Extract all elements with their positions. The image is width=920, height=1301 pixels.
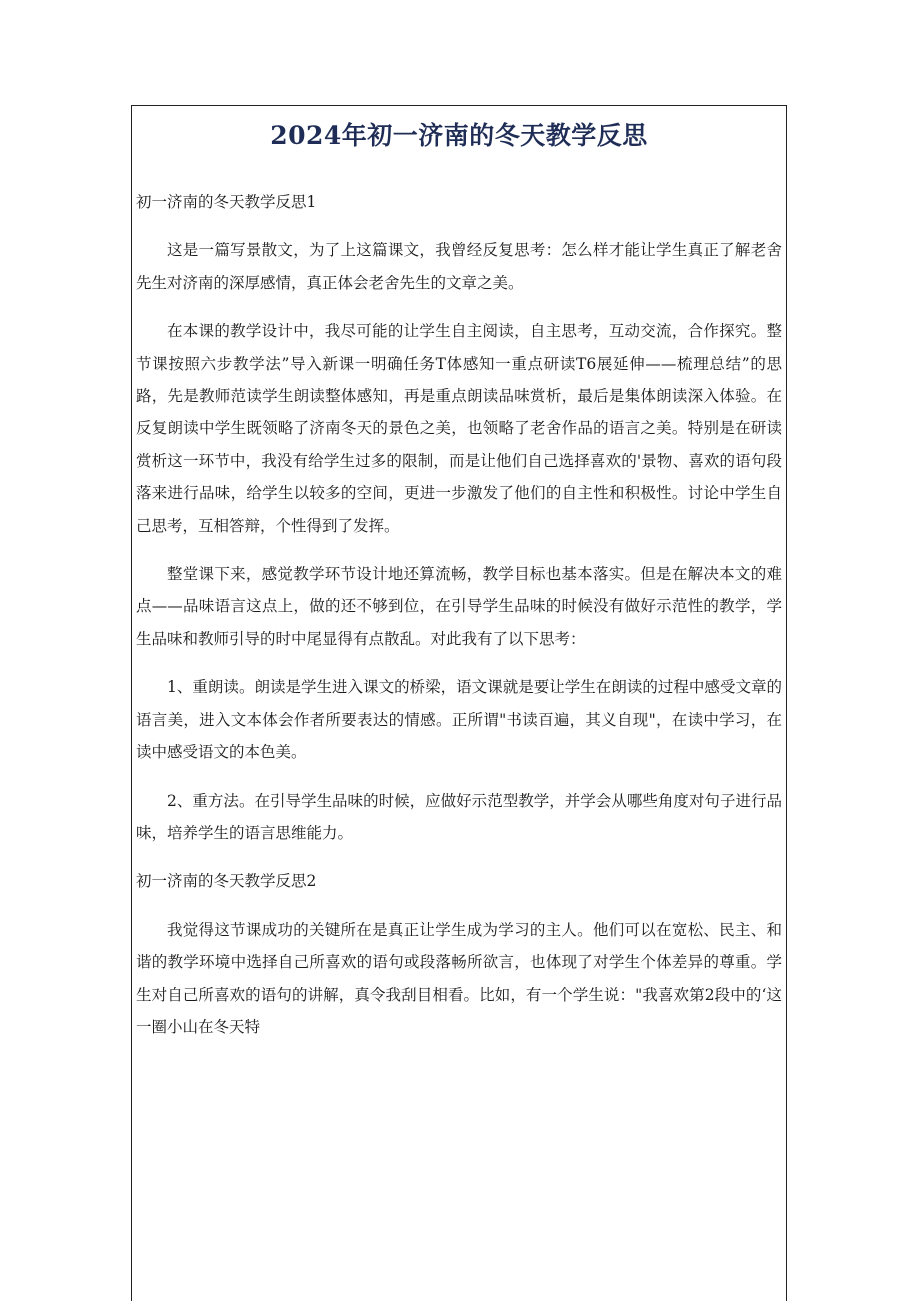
paragraph: 在本课的教学设计中，我尽可能的让学生自主阅读，自主思考，互动交流，合作探究。整节课按照六步教学法”导入新课一明确任务T体感知一重点研读T6展延伸——梳理总结”的思路，先是教师范读学生朗读整体感知，再是重点朗读品味赏析，最后是集体朗读深入体验。在反复朗读中学生既领略了济南冬天的景色之美，也领略了老舍作品的语言之美。特别是在研读赏析这一环节中，我没有给学生过多的限制，而是让他们自己选择喜欢的'景物、喜欢的语句段落来进行品味，给学生以较多的空间，更进一步激发了他们的自主性和积极性。讨论中学生自己思考，互相答辩，个性得到了发挥。 bbox=[136, 322, 782, 535]
paragraph: 这是一篇写景散文，为了上这篇课文，我曾经反复思考：怎么样才能让学生真正了解老舍先生对济南的深厚感情，真正体会老舍先生的文章之美。 bbox=[136, 241, 782, 292]
document-title: 2024年初一济南的冬天教学反思 bbox=[270, 121, 648, 150]
section-heading-2: 初一济南的冬天教学反思2 bbox=[136, 872, 317, 891]
document-body bbox=[136, 186, 782, 1059]
paragraph: 我觉得这节课成功的关键所在是真正让学生成为学习的主人。他们可以在宽松、民主、和谐的教学环境中选择自己所喜欢的语句或段落畅所欲言，也体现了对学生个体差异的尊重。学生对自己所喜欢的语句的讲解，真令我刮目相看。比如，有一个学生说："我喜欢第2段中的‘这一圈小山在冬天特 bbox=[136, 920, 782, 1036]
paragraph: 1、重朗读。朗读是学生进入课文的桥梁，语文课就是要让学生在朗读的过程中感受文章的语言美，进入文本体会作者所要表达的情感。正所谓"书读百遍，其义自现"，在读中学习，在读中感受语文的本色美。 bbox=[136, 678, 782, 762]
paragraph: 整堂课下来，感觉教学环节设计地还算流畅，教学目标也基本落实。但是在解决本文的难点——品味语言这点上，做的还不够到位，在引导学生品味的时候没有做好示范性的教学，学生品味和教师引导的时中尾显得有点散乱。对此我有了以下思考： bbox=[136, 565, 782, 648]
page-frame bbox=[131, 105, 787, 1301]
paragraph: 2、重方法。在引导学生品味的时候，应做好示范型教学，并学会从哪些角度对句子进行品味，培养学生的语言思维能力。 bbox=[136, 791, 782, 842]
section-heading-1: 初一济南的冬天教学反思1 bbox=[136, 193, 317, 211]
